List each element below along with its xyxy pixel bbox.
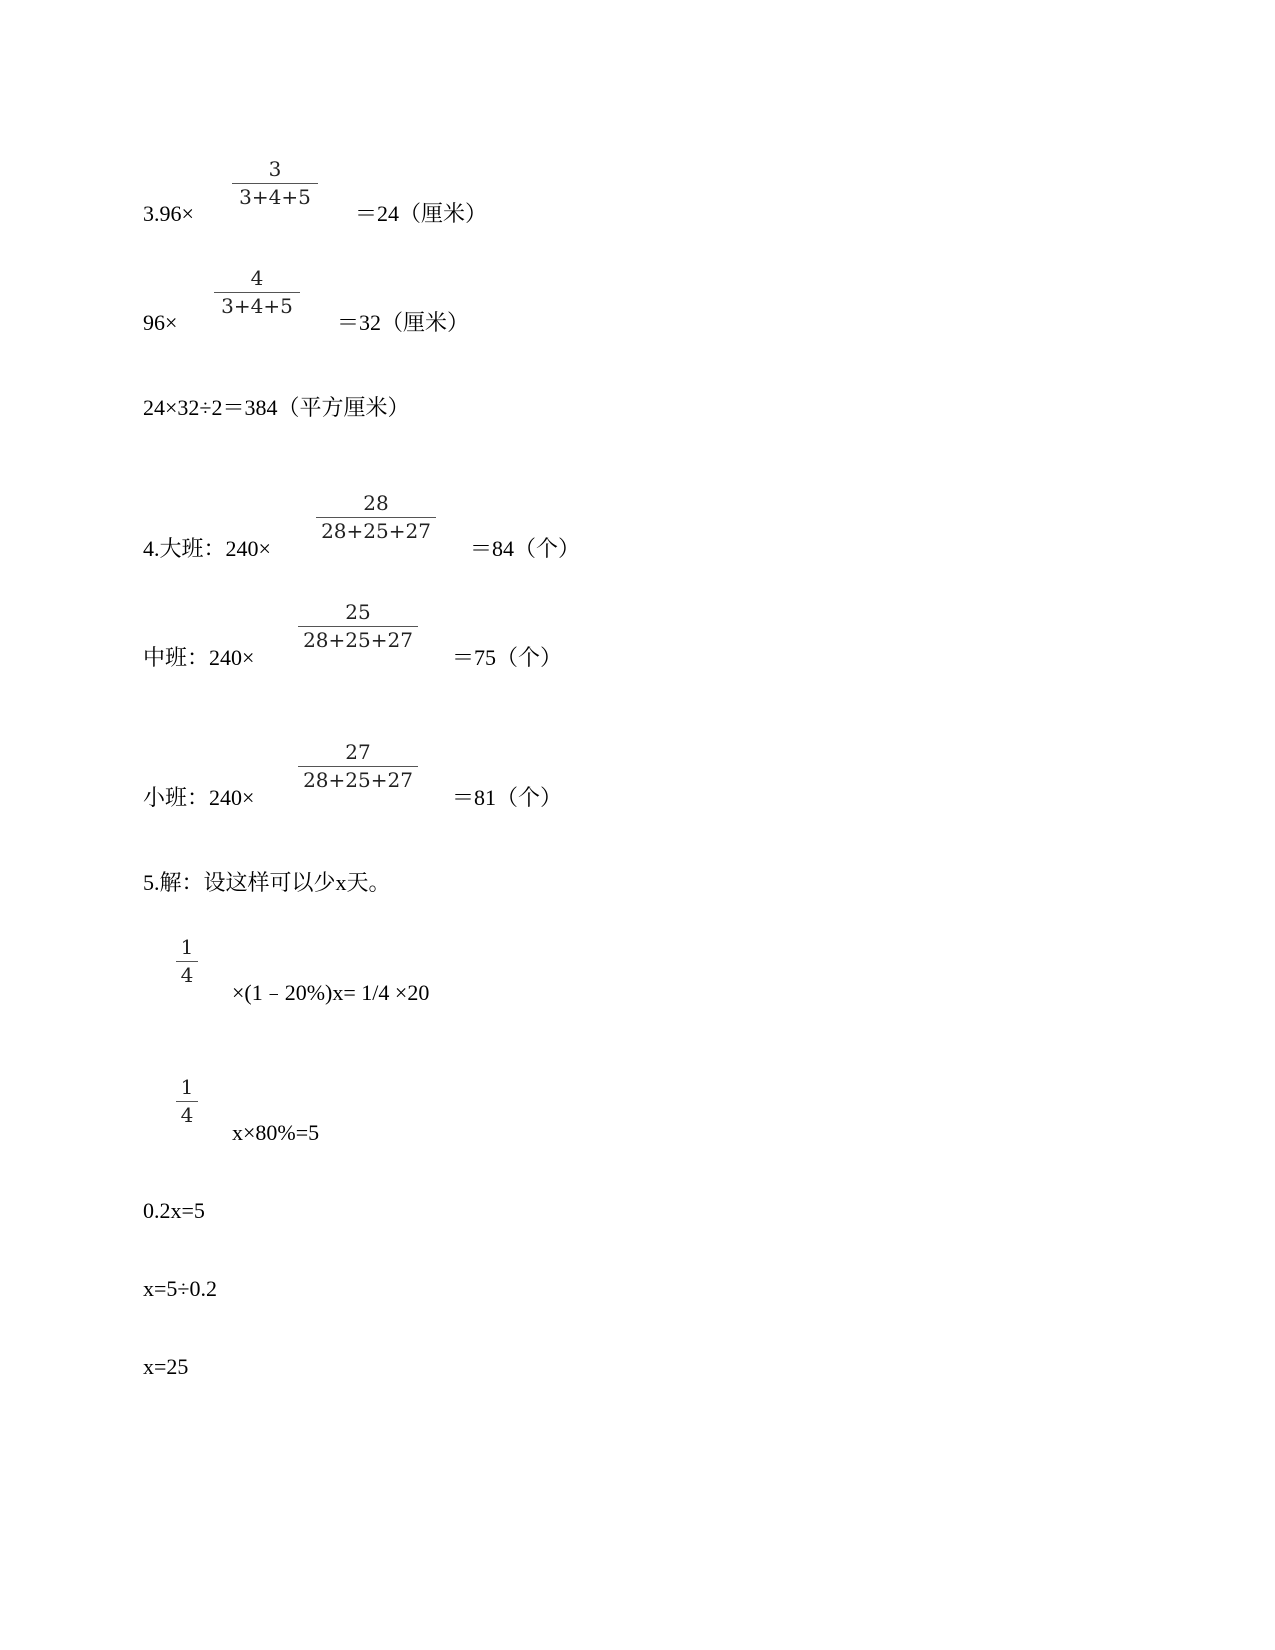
- fraction-bar: [176, 961, 198, 962]
- fraction-numerator: 3: [268, 157, 282, 181]
- line-5-result: ＝75（个）: [452, 645, 563, 670]
- fraction-1-over-4: [176, 936, 198, 986]
- line-10-equation: 0.2x=5: [143, 1198, 205, 1223]
- fraction-1-over-4: [176, 1076, 198, 1126]
- line-2-result: ＝32（厘米）: [337, 310, 470, 335]
- fraction-bar: [316, 517, 436, 518]
- fraction-numerator: 25: [345, 600, 371, 624]
- fraction-denominator: 3+4+5: [221, 294, 293, 318]
- fraction-4-over-12: [214, 267, 300, 317]
- line-2-prefix: 96×: [143, 310, 178, 335]
- fraction-denominator: 28+25+27: [303, 768, 413, 792]
- line-3-area: 24×32÷2＝384（平方厘米）: [143, 395, 410, 420]
- fraction-numerator: 27: [345, 740, 371, 764]
- fraction-28-over-80: [316, 492, 436, 542]
- line-8-equation: ×(1﹣20%)x= 1/4 ×20: [232, 980, 430, 1005]
- line-1-result: ＝24（厘米）: [355, 201, 488, 226]
- line-6-prefix: 小班：240×: [143, 785, 255, 810]
- fraction-bar: [214, 292, 300, 293]
- line-12-answer: x=25: [143, 1354, 189, 1379]
- fraction-denominator: 3+4+5: [239, 185, 311, 209]
- fraction-numerator: 4: [250, 266, 264, 290]
- line-4-result: ＝84（个）: [470, 536, 581, 561]
- line-4-prefix: 4.大班：240×: [143, 536, 271, 561]
- fraction-denominator: 4: [180, 1103, 194, 1127]
- fraction-denominator: 28+25+27: [303, 628, 413, 652]
- fraction-numerator: 28: [363, 491, 389, 515]
- fraction-denominator: 4: [180, 963, 194, 987]
- line-1-prefix: 3.96×: [143, 201, 194, 226]
- line-7-setup: 5.解：设这样可以少x天。: [143, 870, 391, 895]
- line-11-equation: x=5÷0.2: [143, 1276, 217, 1301]
- fraction-bar: [232, 183, 318, 184]
- fraction-denominator: 28+25+27: [321, 519, 431, 543]
- fraction-27-over-80: [298, 741, 418, 791]
- fraction-3-over-12: [232, 158, 318, 208]
- fraction-numerator: 1: [180, 1075, 194, 1099]
- fraction-bar: [176, 1101, 198, 1102]
- fraction-25-over-80: [298, 601, 418, 651]
- fraction-numerator: 1: [180, 935, 194, 959]
- fraction-bar: [298, 766, 418, 767]
- fraction-bar: [298, 626, 418, 627]
- line-9-equation: x×80%=5: [232, 1120, 320, 1145]
- line-6-result: ＝81（个）: [452, 785, 563, 810]
- line-5-prefix: 中班：240×: [143, 645, 255, 670]
